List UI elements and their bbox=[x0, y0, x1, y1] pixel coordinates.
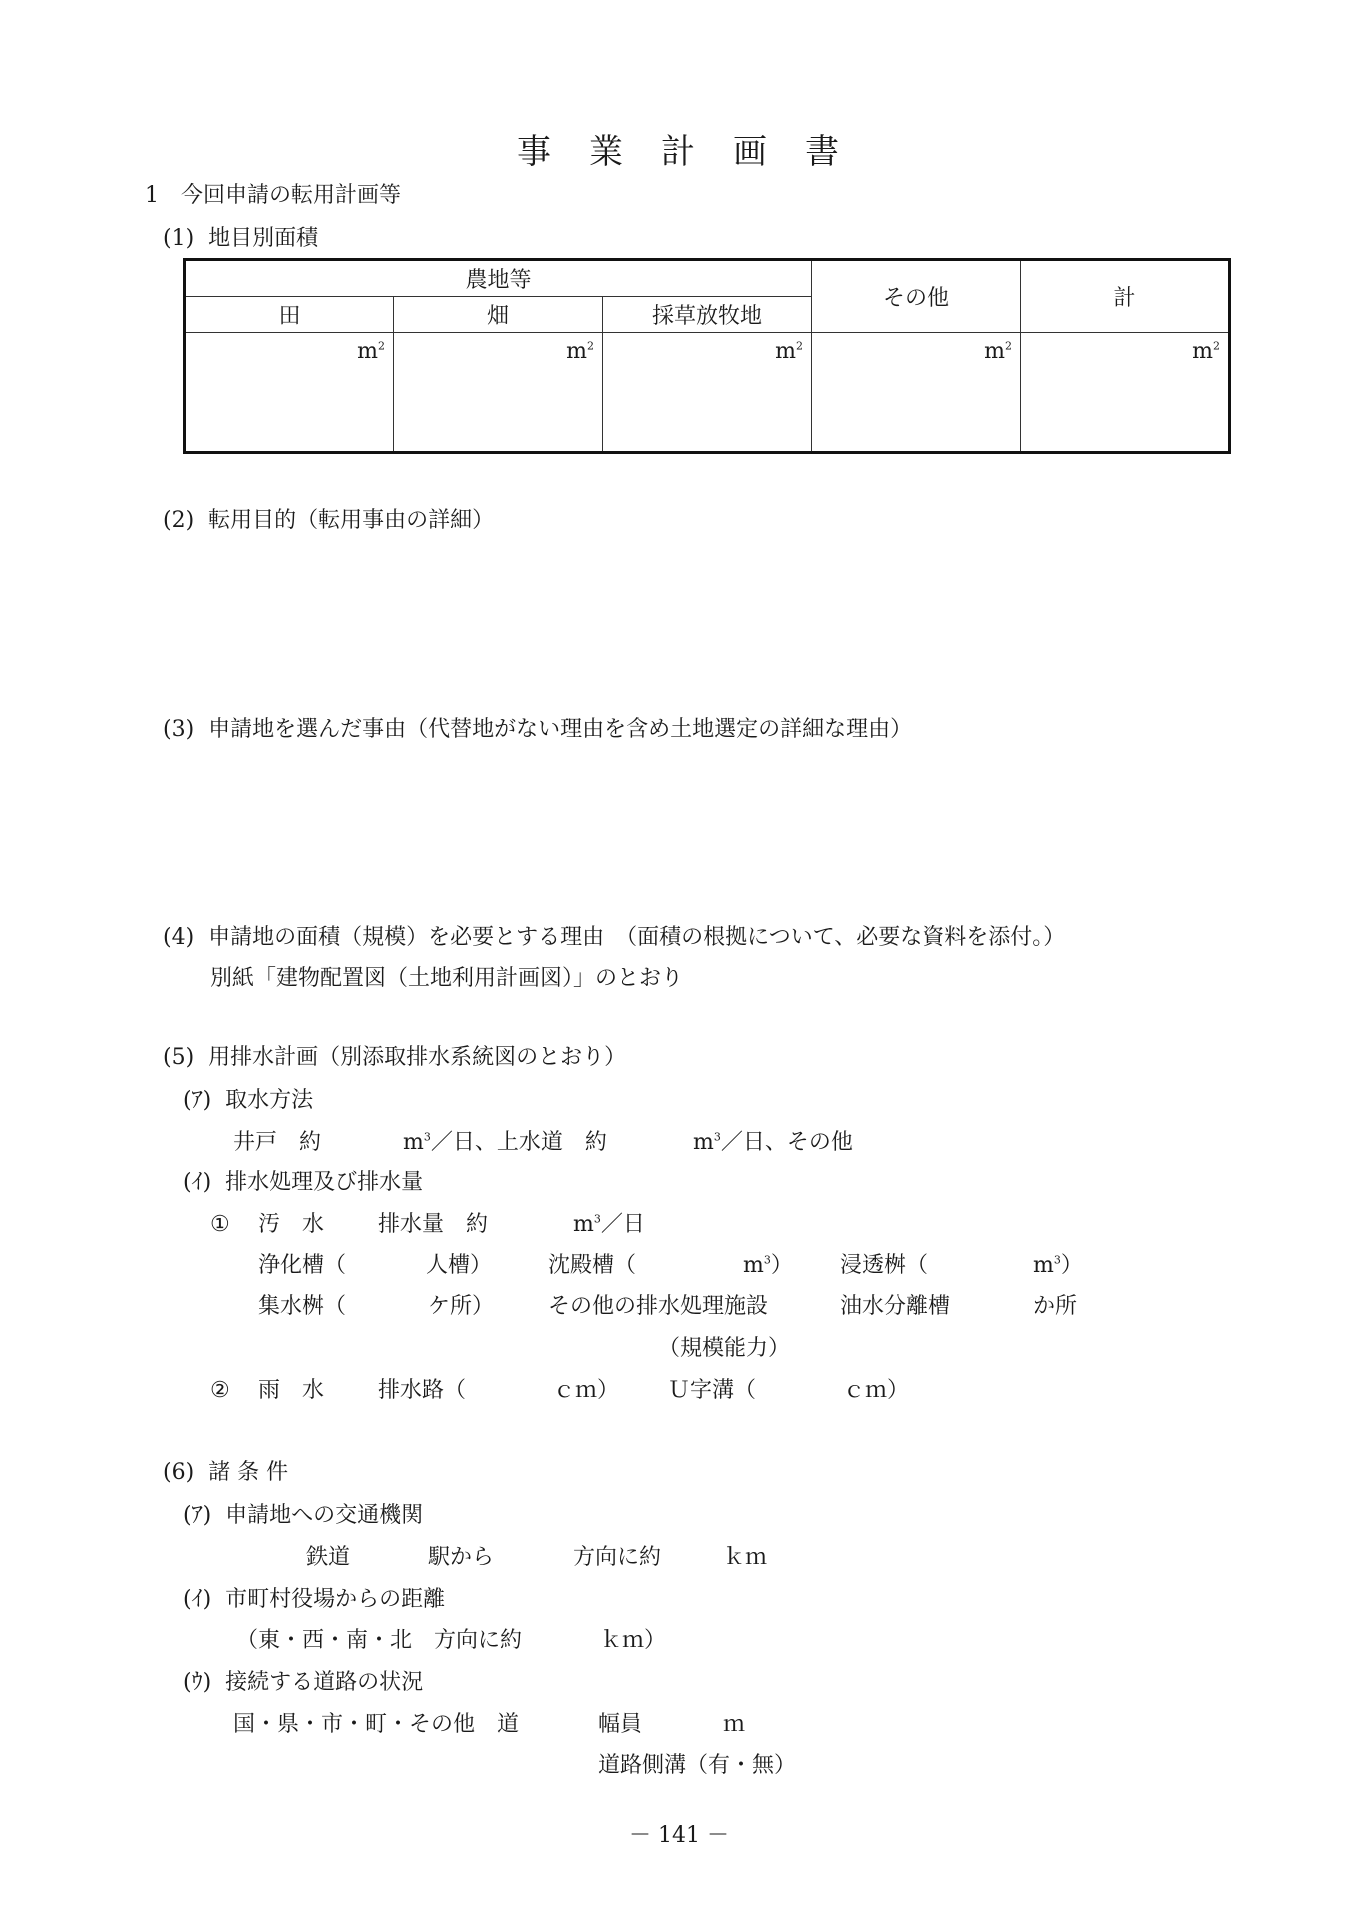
unit-sup: 2 bbox=[1213, 339, 1220, 353]
page-number: － 141 － bbox=[629, 1823, 729, 1848]
section-1-5-i-heading: (ｲ) 排水処理及び排水量 bbox=[183, 1170, 424, 1195]
unit-sup: 3 bbox=[593, 1212, 601, 1226]
sewage-unit bbox=[573, 1212, 645, 1238]
road-width-unit: ｍ bbox=[723, 1712, 746, 1737]
unit-sup: 2 bbox=[796, 339, 803, 353]
close-paren: ） bbox=[770, 1253, 793, 1278]
section-1-heading: 1 今回申請の転用計画等 bbox=[145, 183, 401, 208]
station-label: 駅から bbox=[428, 1545, 495, 1570]
section-1-3-heading: (3) 申請地を選んだ事由（代替地がない理由を含め土地選定の詳細な理由） bbox=[163, 717, 913, 742]
header-pasture: 採草放牧地 bbox=[603, 297, 812, 333]
capacity-label: （規模能力） bbox=[658, 1336, 791, 1361]
section-1-6-heading: (6) 諸 条 件 bbox=[163, 1460, 289, 1485]
section-1-4-heading: (4) 申請地の面積（規模）を必要とする理由 （面積の根拠について、必要な資料を添付。） bbox=[163, 925, 1066, 950]
section-1-2-heading: (2) 転用目的（転用事由の詳細） bbox=[163, 508, 495, 533]
septic-tank-label: 浄化槽（ bbox=[258, 1253, 347, 1278]
close-paren: ） bbox=[1060, 1253, 1083, 1278]
office-km-label: ｋｍ） bbox=[600, 1628, 667, 1653]
section-1-6-i-heading: (ｲ) 市町村役場からの距離 bbox=[183, 1587, 446, 1612]
unit-sup: 3 bbox=[423, 1130, 431, 1144]
section-1-1-heading: (1) 地目別面積 bbox=[163, 226, 319, 251]
section-1-5-heading: (5) 用排水計画（別添取排水系統図のとおり） bbox=[163, 1045, 627, 1070]
section-1-6-u-heading: (ｳ) 接続する道路の状況 bbox=[183, 1670, 424, 1695]
water-intake-josui bbox=[403, 1130, 607, 1156]
header-other: その他 bbox=[812, 260, 1021, 333]
drainage-cm-label: ｃｍ） bbox=[553, 1378, 620, 1403]
railway-label: 鉄道 bbox=[306, 1545, 351, 1570]
unit-m: m bbox=[693, 1130, 714, 1155]
railway-km-label: ｋｍ bbox=[723, 1545, 768, 1570]
unit-sup: 3 bbox=[1053, 1253, 1061, 1267]
section-1-6-a-heading: (ｱ) 申請地への交通機関 bbox=[183, 1503, 424, 1528]
office-direction-label: （東・西・南・北 方向に約 bbox=[236, 1628, 523, 1653]
header-paddy: 田 bbox=[185, 297, 394, 333]
unit-sup: 2 bbox=[587, 339, 594, 353]
unit-sup: 2 bbox=[378, 339, 385, 353]
sewage-amount-label: 排水量 約 bbox=[378, 1212, 489, 1237]
document-title: 事 業 計 画 書 bbox=[517, 132, 841, 172]
water-intake-other bbox=[693, 1130, 853, 1156]
settling-tank-unit bbox=[743, 1253, 793, 1279]
road-type-label: 国・県・市・町・その他 道 bbox=[233, 1712, 520, 1737]
settling-tank-label: 沈殿槽（ bbox=[548, 1253, 637, 1278]
drainage-channel-label: 排水路（ bbox=[378, 1378, 467, 1403]
section-1-5-a-heading: (ｱ) 取水方法 bbox=[183, 1088, 314, 1113]
water-well-label: 井戸 約 bbox=[233, 1130, 322, 1155]
unit-sup: 2 bbox=[1005, 339, 1012, 353]
oil-separator-label: 油水分離槽 bbox=[840, 1294, 951, 1319]
unit-sup: 3 bbox=[713, 1130, 721, 1144]
header-farmland: 農地等 bbox=[185, 260, 812, 297]
header-total: 計 bbox=[1021, 260, 1230, 333]
septic-capacity-label: 人槽） bbox=[426, 1253, 493, 1278]
collection-count-label: ケ所） bbox=[428, 1294, 495, 1319]
unit-m: m bbox=[566, 339, 587, 364]
other-facility-label: その他の排水処理施設 bbox=[548, 1294, 769, 1319]
cell-field-area[interactable] bbox=[394, 333, 603, 453]
per-day-other-label: ／日、その他 bbox=[720, 1130, 853, 1155]
unit-m: m bbox=[1192, 339, 1213, 364]
unit-m: m bbox=[984, 339, 1005, 364]
collection-basin-label: 集水桝（ bbox=[258, 1294, 347, 1319]
section-1-4-note: 別紙「建物配置図（土地利用計画図）」のとおり bbox=[210, 966, 684, 991]
rainwater-mark: ② bbox=[210, 1378, 230, 1403]
unit-m: m bbox=[573, 1212, 594, 1237]
u-ditch-cm-label: ｃｍ） bbox=[843, 1378, 910, 1403]
infiltration-basin-label: 浸透桝（ bbox=[840, 1253, 929, 1278]
infiltration-basin-unit bbox=[1033, 1253, 1083, 1279]
oil-separator-count: か所 bbox=[1033, 1294, 1078, 1319]
unit-m: m bbox=[743, 1253, 764, 1278]
header-field: 畑 bbox=[394, 297, 603, 333]
unit-m: m bbox=[403, 1130, 424, 1155]
land-area-table bbox=[183, 258, 1231, 454]
unit-m: m bbox=[357, 339, 378, 364]
per-day-josui-label: ／日、上水道 約 bbox=[430, 1130, 607, 1155]
sewage-mark: ① bbox=[210, 1212, 230, 1237]
cell-pasture-area[interactable] bbox=[603, 333, 812, 453]
cell-total-area[interactable] bbox=[1021, 333, 1230, 453]
u-ditch-label: Ｕ字溝（ bbox=[668, 1378, 757, 1403]
cell-other-area[interactable] bbox=[812, 333, 1021, 453]
unit-sup: 3 bbox=[763, 1253, 771, 1267]
unit-m: m bbox=[1033, 1253, 1054, 1278]
unit-m: m bbox=[775, 339, 796, 364]
direction-label: 方向に約 bbox=[573, 1545, 662, 1570]
road-side-ditch-label: 道路側溝（有・無） bbox=[598, 1753, 797, 1778]
sewage-label: 汚 水 bbox=[258, 1212, 325, 1237]
cell-paddy-area[interactable] bbox=[185, 333, 394, 453]
rainwater-label: 雨 水 bbox=[258, 1378, 325, 1403]
road-width-label: 幅員 bbox=[598, 1712, 643, 1737]
per-day-label: ／日 bbox=[600, 1212, 645, 1237]
